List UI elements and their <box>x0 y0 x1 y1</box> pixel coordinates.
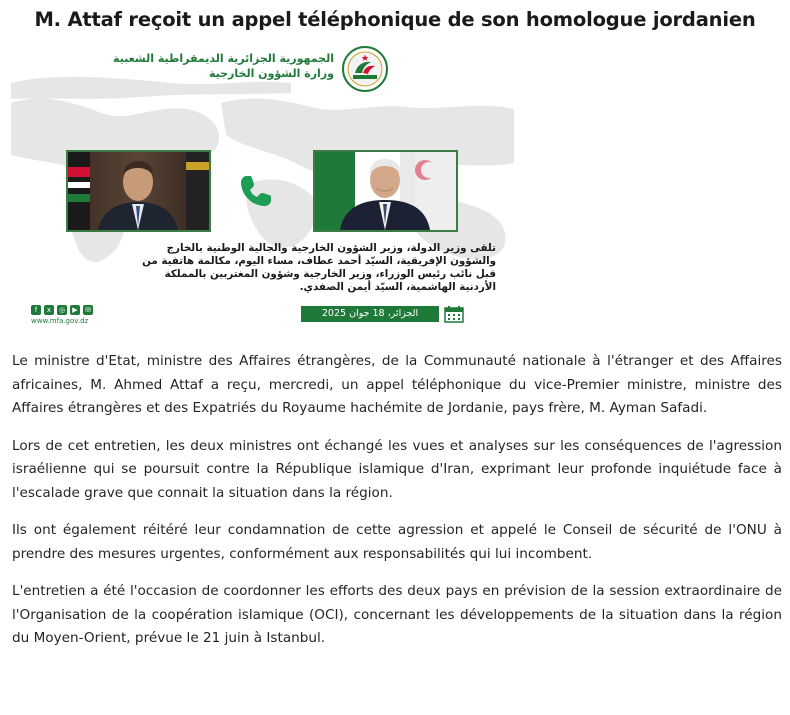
ministry-arabic-header <box>113 51 334 81</box>
facebook-icon: f <box>31 305 41 315</box>
social-footer <box>31 305 111 325</box>
arabic-line-1: تلقى وزير الدولة، وزير الشؤون الخارجية والجالية الوطنية بالخارج <box>166 242 496 254</box>
calendar-icon <box>444 305 464 323</box>
x-icon: x <box>44 305 54 315</box>
phone-icon <box>236 171 276 211</box>
arabic-line-2: والشؤون الإفريقية، السيّد أحمد عطاف، مساء اليوم، مكالمة هاتفية من <box>142 255 496 267</box>
portrait-image <box>68 152 209 230</box>
portrait-jordanian-minister <box>66 150 211 232</box>
article-body <box>12 350 782 665</box>
article-paragraph-1: Le ministre d'Etat, ministre des Affaires étrangères, de la Communauté nationale à l'étranger et des Affaires africaines, M. Ahmed Attaf a reçu, mercredi, un appel téléphonique du vice-Premier ministre, ministre des Affaires étrangères et des Expatriés du Royaume hachémite de Jordanie, pays frère, M. Ayman Safadi. <box>12 353 782 416</box>
article-paragraph-2: Lors de cet entretien, les deux ministres ont échangé les vues et analyses sur les conséquences de l'agression israélienne qui se poursuit contre la République islamique d'Iran, exprimant leur profonde inquiétude face à l'escalade grave que connait la situation dans la région. <box>12 437 782 501</box>
news-banner-image <box>11 43 514 327</box>
article-paragraph-3: Ils ont également réitéré leur condamnation de cette agression et appelé le Conseil de sécurité de l'ONU à prendre des mesures urgentes, conformément aux responsabilités qui lui incombent. <box>12 522 782 562</box>
email-icon: ✉ <box>83 305 93 315</box>
article-paragraph-4: L'entretien a été l'occasion de coordonner les efforts des deux pays en prévision de la session extraordinaire de l'Organisation de la coopération islamique (OCI), concernant les développements de la situation dans la région du Moyen-Orient, prévue le 21 juin à Istanbul. <box>12 583 782 646</box>
arabic-line-3: قبل نائب رئيس الوزراء، وزير الخارجية وشؤون المغتربين بالمملكة <box>164 268 496 280</box>
youtube-icon: ▶ <box>70 305 80 315</box>
portrait-image <box>315 152 456 230</box>
arabic-line-4: الأردنية الهاشمية، السيّد أيمن الصفدي. <box>299 281 496 293</box>
portrait-algerian-minister <box>313 150 458 232</box>
header-line-2: وزارة الشؤون الخارجية <box>208 67 334 80</box>
ministry-emblem-icon <box>341 45 389 93</box>
social-icons <box>31 305 111 315</box>
article-title: M. Attaf reçoit un appel téléphonique de son homologue jordanien <box>34 8 756 31</box>
header-line-1: الجمهورية الجزائرية الديمقراطية الشعبية <box>113 52 334 65</box>
arabic-announcement-text <box>51 242 496 294</box>
ministry-website: www.mfa.gov.dz <box>31 317 89 325</box>
instagram-icon: ◎ <box>58 306 66 314</box>
date-banner: الجزائر، 18 جوان 2025 <box>301 306 439 322</box>
